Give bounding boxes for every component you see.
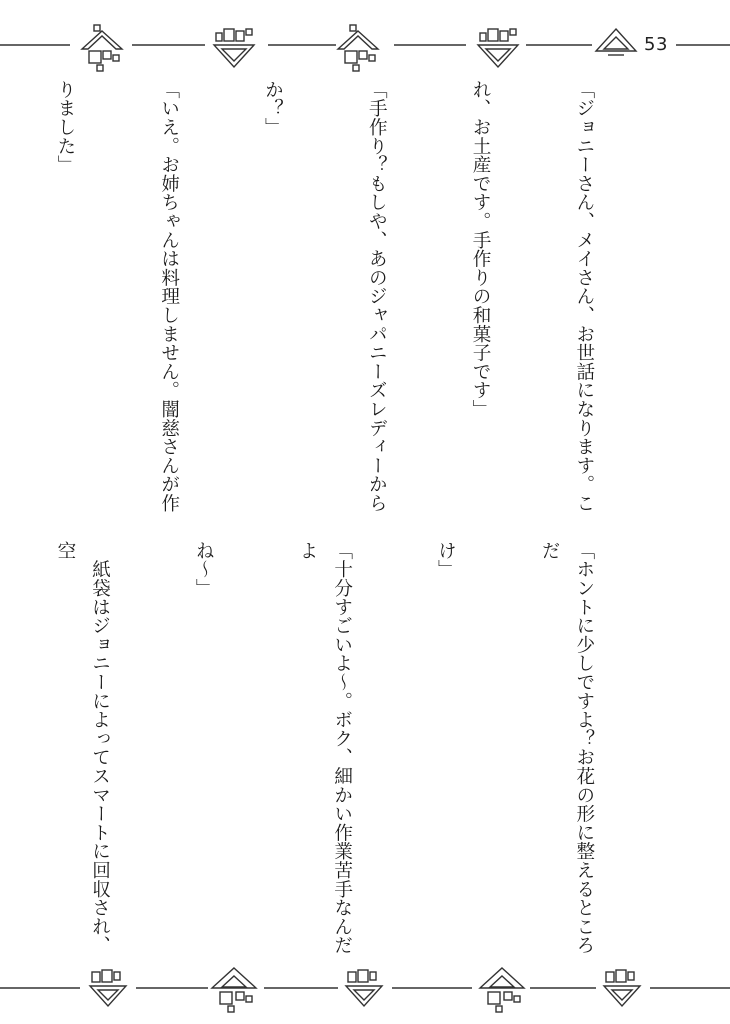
text-column: け」	[435, 541, 457, 579]
upper-text-block	[54, 80, 670, 525]
top-ornament-border	[0, 15, 730, 75]
text-column: りました」	[54, 80, 76, 174]
text-column: ね〜」	[193, 541, 215, 598]
lower-text-block	[54, 541, 670, 971]
text-column: 「いえ。お姉ちゃんは料理しません。闇慈さんが作	[158, 80, 180, 513]
page-number: 53	[644, 34, 668, 55]
text-column: か？」	[262, 80, 284, 137]
text-column: 「ジョニーさん、メイさん、お世話になります。こ	[573, 80, 595, 513]
bottom-ornament-border	[0, 960, 730, 1020]
text-column: 「十分すごいよ〜。ボク、細かい作業苦手なんだよ	[297, 541, 353, 955]
text-column: 「手作り？もしや、あのジャパニーズレディーから	[366, 80, 388, 513]
text-column: れ、お土産です。手作りの和菓子です」	[470, 80, 492, 419]
text-column: 「ホントに少しですよ？お花の形に整えるところだ	[539, 541, 595, 955]
text-column: 紙袋はジョニーによってスマートに回収され、空	[54, 541, 111, 955]
